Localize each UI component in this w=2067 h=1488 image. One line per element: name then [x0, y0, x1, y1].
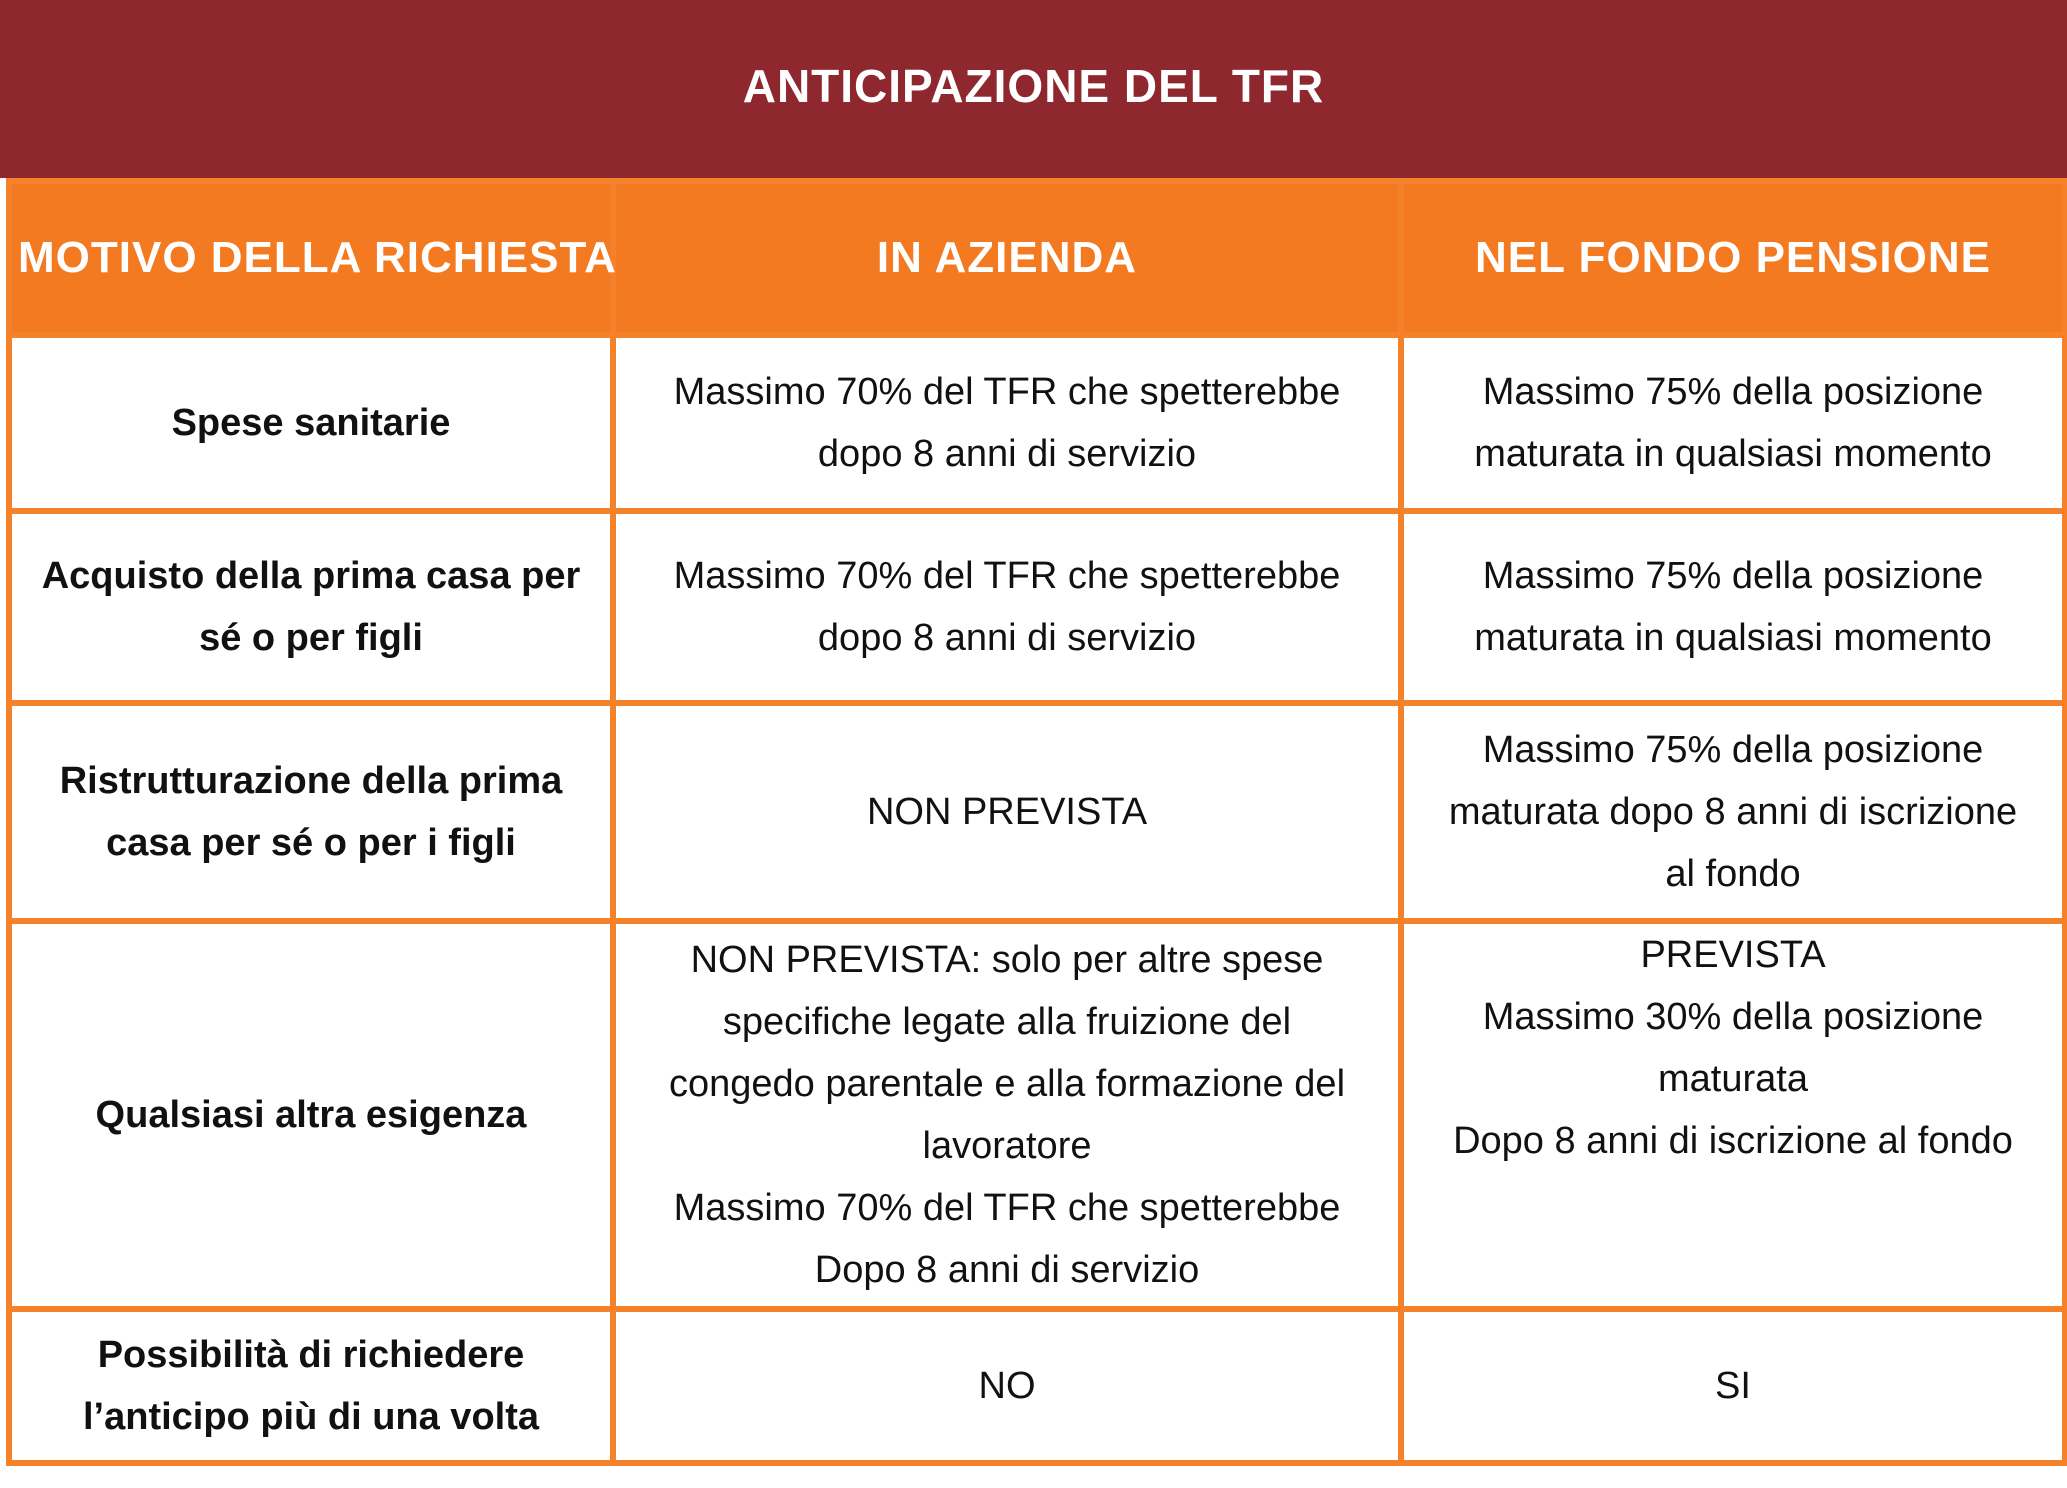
- row-label: Acquisto della prima casa per sé o per figli: [9, 511, 613, 703]
- header-in-azienda: IN AZIENDA: [613, 181, 1401, 335]
- row-label: Qualsiasi altra esigenza: [9, 921, 613, 1309]
- fondo-cell: SI: [1401, 1309, 2065, 1463]
- page-title: ANTICIPAZIONE DEL TFR: [742, 60, 1325, 112]
- azienda-cell: Massimo 70% del TFR che spetterebbe dopo 8 anni di servizio: [613, 335, 1401, 511]
- header-motivo: MOTIVO DELLA RICHIESTA: [9, 181, 613, 335]
- azienda-cell: NON PREVISTA: [613, 703, 1401, 921]
- fondo-cell: Massimo 75% della posizione maturata in qualsiasi momento: [1401, 511, 2065, 703]
- table-row: [9, 335, 2065, 511]
- row-label: Spese sanitarie: [9, 335, 613, 511]
- row-label: Ristrutturazione della prima casa per sé o per i figli: [9, 703, 613, 921]
- title-bar: [0, 0, 2067, 178]
- table-header-row: [9, 181, 2065, 335]
- header-nel-fondo-pensione: NEL FONDO PENSIONE: [1401, 181, 2065, 335]
- table-row: [9, 703, 2065, 921]
- azienda-cell: NO: [613, 1309, 1401, 1463]
- row-label: Possibilità di richiedere l’anticipo più di una volta: [9, 1309, 613, 1463]
- tfr-table: [6, 178, 2067, 1466]
- table-row: [9, 511, 2065, 703]
- table-row: [9, 1309, 2065, 1463]
- azienda-cell: Massimo 70% del TFR che spetterebbe dopo 8 anni di servizio: [613, 511, 1401, 703]
- fondo-cell: PREVISTA Massimo 30% della posizione maturata Dopo 8 anni di iscrizione al fondo: [1401, 921, 2065, 1309]
- azienda-cell: NON PREVISTA: solo per altre spese specifiche legate alla fruizione del congedo parentale e alla formazione del lavoratore Massimo 70% del TFR che spetterebbe Dopo 8 anni di servizio: [613, 921, 1401, 1309]
- table-row: [9, 921, 2065, 1309]
- fondo-cell: Massimo 75% della posizione maturata in qualsiasi momento: [1401, 335, 2065, 511]
- fondo-cell: Massimo 75% della posizione maturata dopo 8 anni di iscrizione al fondo: [1401, 703, 2065, 921]
